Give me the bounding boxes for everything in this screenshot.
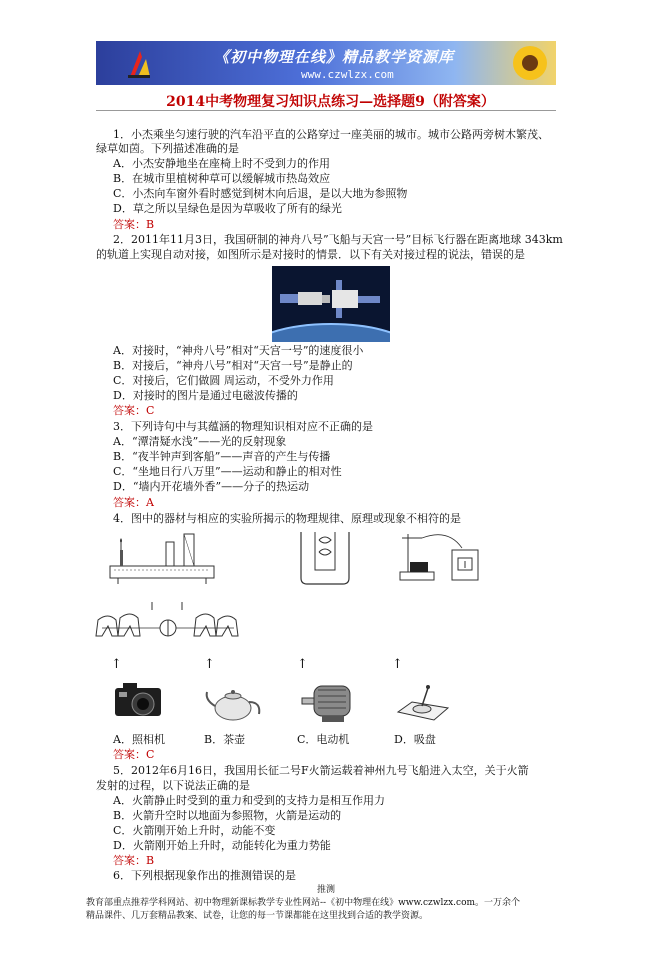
banner-title: 《初中物理在线》精品教学资源库 xyxy=(214,48,455,66)
site-logo-icon xyxy=(126,47,152,79)
q2-option-c: C．对接后，它们做圆 周运动，不受外力作用 xyxy=(113,374,334,387)
q6-stem: 6．下列根据现象作出的推测错误的是 xyxy=(113,869,296,882)
q1-option-c: C．小杰向车窗外看时感觉到树木向后退，是以大地为参照物 xyxy=(113,187,408,200)
q4-arrow-c: ↑ xyxy=(297,657,308,672)
q2-stem-line1: 2．2011年11月3日，我国研制的神舟八号”飞船与天宫一号”目标飞行器在距离地球 343km xyxy=(113,233,563,246)
q2-option-b: B．对接后，“神舟八号”相对“天宫一号”是静止的 xyxy=(113,359,353,372)
camera-image xyxy=(113,680,165,722)
q1-option-a: A．小杰安静地坐在座椅上时不受到力的作用 xyxy=(113,157,330,170)
banner-url[interactable]: www.czwlzx.com xyxy=(301,68,394,81)
q4-stem: 4．图中的器材与相应的实验所揭示的物理规律、原理或现象不相符的是 xyxy=(113,512,461,525)
q3-answer: 答案：A xyxy=(113,496,154,509)
q5-option-b: B．火箭升空时以地面为参照物，火箭是运动的 xyxy=(113,809,342,822)
q5-option-d: D．火箭刚开始上升时，动能转化为重力势能 xyxy=(113,839,331,852)
q4-arrow-a: ↑ xyxy=(111,657,122,672)
optical-bench-image xyxy=(108,530,218,586)
q2-answer: 答案：C xyxy=(113,404,155,417)
page-title: 2014中考物理复习知识点练习—选择题9（附答案） xyxy=(166,94,495,110)
spacecraft-docking-image xyxy=(272,266,390,342)
q4-option-c: C．电动机 xyxy=(297,733,350,746)
sunflower-icon xyxy=(510,43,550,83)
q5-option-c: C．火箭刚开始上升时，动能不变 xyxy=(113,824,276,837)
q1-answer: 答案：B xyxy=(113,218,155,231)
q2-option-a: A．对接时，“神舟八号”相对“天宫一号”的速度很小 xyxy=(113,344,364,357)
q3-option-a: A．“潭清疑水浅”——光的反射现象 xyxy=(113,435,287,448)
q4-arrow-d: ↑ xyxy=(392,657,403,672)
q2-option-d: D．对接时的图片是通过电磁波传播的 xyxy=(113,389,298,402)
q3-option-c: C．“坐地日行八万里”——运动和静止的相对性 xyxy=(113,465,342,478)
title-divider xyxy=(96,110,556,111)
teapot-image xyxy=(203,682,265,722)
footer-line-1: 教育部重点推荐学科网站、初中物理新课标教学专业性网站--《初中物理在线》www.czwlzx.com。一万余个 xyxy=(86,898,521,908)
q3-option-b: B．“夜半钟声到客船”——声音的产生与传播 xyxy=(113,450,331,463)
circuit-experiment-image xyxy=(398,528,482,586)
q4-option-a: A．照相机 xyxy=(113,733,165,746)
q5-answer: 答案：B xyxy=(113,854,155,867)
q1-stem-line2: 绿草如茵。下列描述准确的是 xyxy=(96,142,239,155)
connected-vessel-image xyxy=(295,530,355,586)
q5-stem-line2: 发射的过程，以下说法正确的是 xyxy=(96,779,250,792)
q4-arrow-b: ↑ xyxy=(204,657,215,672)
q1-option-d: D．草之所以呈绿色是因为草吸收了所有的绿光 xyxy=(113,202,342,215)
q5-option-a: A．火箭静止时受到的重力和受到的支持力是相互作用力 xyxy=(113,794,385,807)
magdeburg-hemispheres-image xyxy=(92,600,244,650)
q4-option-d: D．吸盘 xyxy=(394,733,436,746)
q1-option-b: B．在城市里植树种草可以缓解城市热岛效应 xyxy=(113,172,331,185)
q1-stem-line1: 1．小杰乘坐匀速行驶的汽车沿平直的公路穿过一座美丽的城市。城市公路两旁树木繁茂、 xyxy=(113,128,549,141)
header-banner xyxy=(96,41,556,85)
q4-option-b: B．茶壶 xyxy=(204,733,246,746)
q5-stem-line1: 5．2012年6月16日，我国用长征二号F火箭运载着神州九号飞船进入太空，关于火箭 xyxy=(113,764,529,777)
footer-line-2: 精品课件、几万套精品教案、试卷，让您的每一节课都能在这里找到合适的教学资源。 xyxy=(86,911,429,921)
q3-stem: 3．下列诗句中与其蕴涵的物理知识相对应不正确的是 xyxy=(113,420,373,433)
electric-motor-image xyxy=(300,678,362,724)
suction-cup-image xyxy=(394,682,450,722)
q2-stem-line2: 的轨道上实现自动对接，如图所示是对接时的情景．以下有关对接过程的说法，错误的是 xyxy=(96,248,525,261)
q4-answer: 答案：C xyxy=(113,748,155,761)
page-marker: 推测 xyxy=(317,885,336,895)
q3-option-d: D．“墙内开花墙外香”——分子的热运动 xyxy=(113,480,310,493)
